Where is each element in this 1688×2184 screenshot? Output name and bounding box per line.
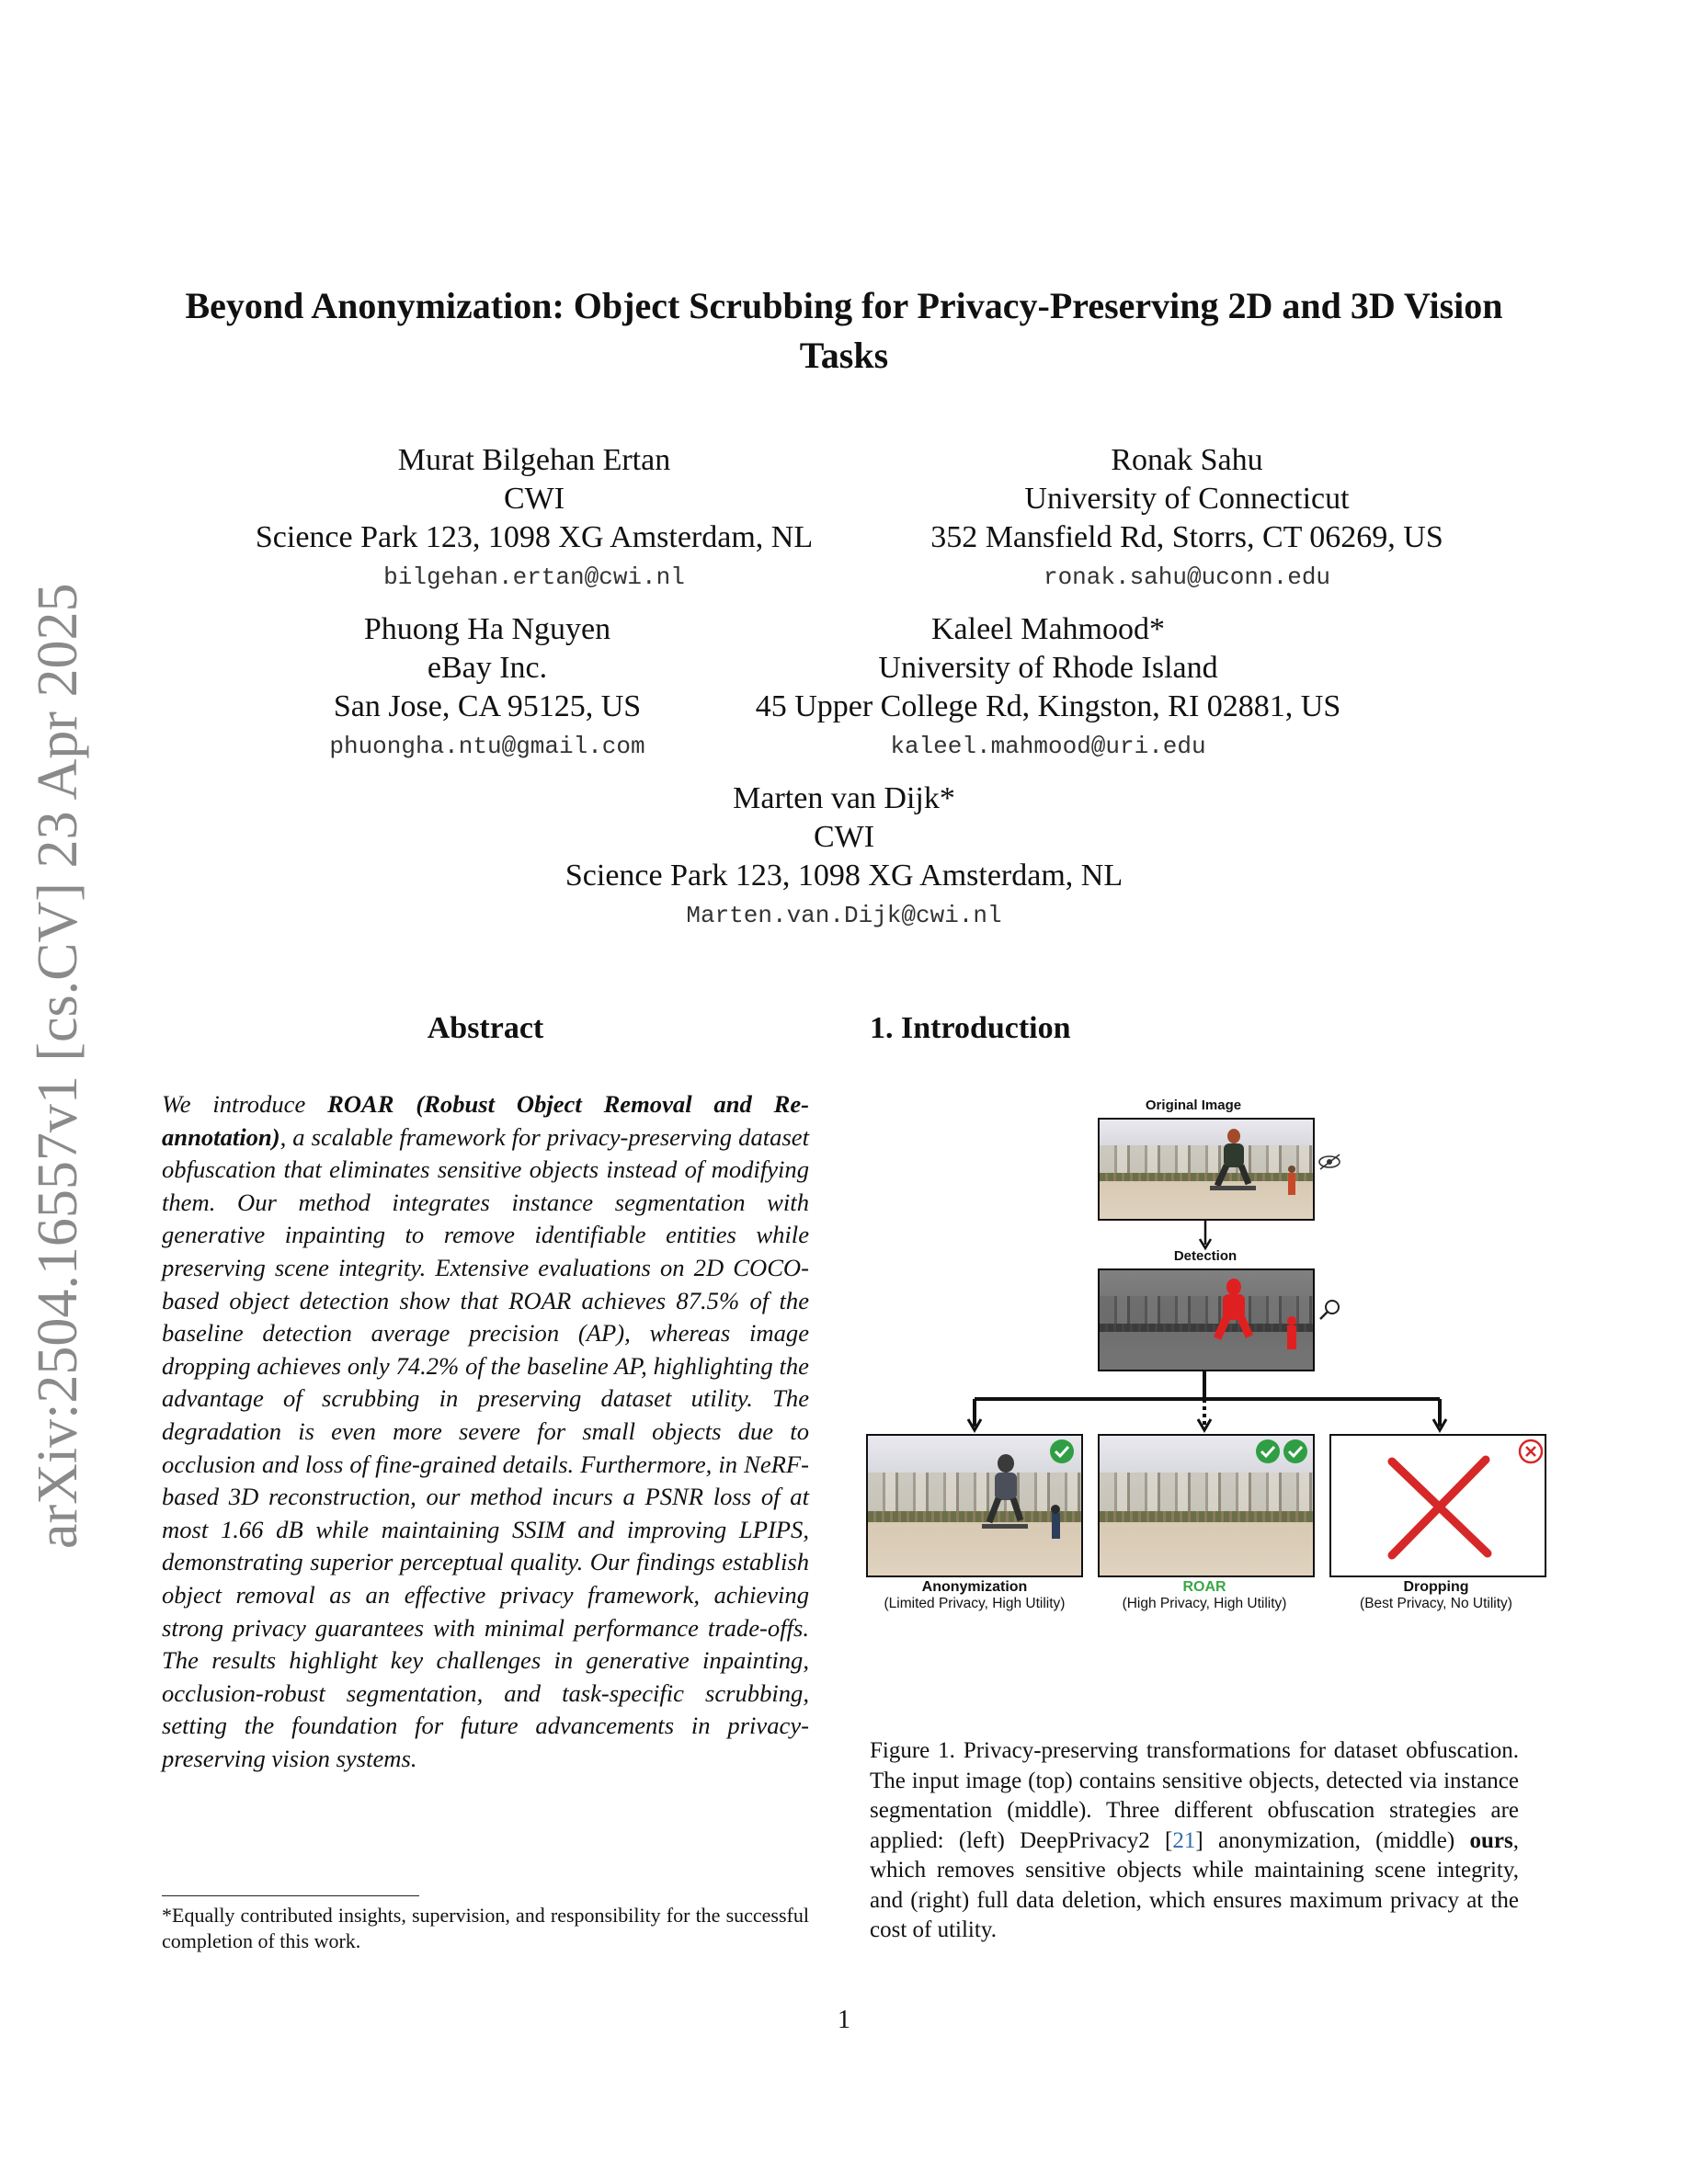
original-image <box>1098 1118 1315 1221</box>
author-block <box>217 441 851 597</box>
skateboarder-figure <box>1100 1120 1313 1219</box>
author-address: 352 Mansfield Rd, Storrs, CT 06269, US <box>930 520 1443 554</box>
author-block <box>476 779 1212 936</box>
citation-link[interactable]: 21 <box>1172 1827 1196 1853</box>
author-block <box>717 610 1379 767</box>
author-affiliation: CWI <box>503 482 565 516</box>
footnote-rule <box>162 1895 419 1896</box>
abstract-body <box>162 1088 809 1775</box>
detection-label: Detection <box>1173 1248 1237 1264</box>
intro-heading: 1. Introduction <box>870 1011 1071 1045</box>
branch-connector <box>864 1370 1554 1436</box>
check-icon <box>1254 1438 1282 1465</box>
author-block <box>870 441 1504 597</box>
check-icon <box>1282 1438 1309 1465</box>
author-address: San Jose, CA 95125, US <box>333 689 642 723</box>
arxiv-stamp: arXiv:2504.16557v1 [cs.CV] 23 Apr 2025 <box>27 583 89 1549</box>
eye-slash-icon <box>1317 1153 1344 1171</box>
author-email[interactable]: phuongha.ntu@gmail.com <box>329 733 645 760</box>
author-address: Science Park 123, 1098 XG Amsterdam, NL <box>255 520 814 554</box>
figure-1 <box>864 1094 1554 1719</box>
magnifier-icon <box>1318 1298 1342 1322</box>
figure-caption <box>870 1736 1519 1946</box>
paper-title: Beyond Anonymization: Object Scrubbing for Privacy-Preserving 2D and 3D Vision Tasks <box>185 285 1503 376</box>
dropping-label: Dropping <box>1403 1579 1469 1595</box>
author-email[interactable]: kaleel.mahmood@uri.edu <box>890 733 1206 760</box>
anonymization-label: Anonymization <box>921 1579 1028 1595</box>
abstract-text: , a scalable framework for privacy-preserving dataset obfuscation that eliminates sensitive objects instead of modifying them. Our method integrates instance segmentation with generative inpainting to remove identifiable entities while preserving scene integrity. Extensive evaluations on 2D COCO-based object detection show that ROAR achieves 87.5% of the baseline detection average precision (AP), whereas image dropping achieves only 74.2% of the baseline AP, highlighting the advantage of scrubbing in preserving dataset utility. The degradation is even more severe for small objects due to occlusion and loss of fine-grained details. Furthermore, in NeRF-based 3D reconstruction, our method incurs a PSNR loss of at most 1.66 dB while maintaining SSIM and improving LPIPS, demonstrating superior perceptual quality. Our findings establish object removal as an effective privacy framework, achieving strong privacy guarantees with minimal performance trade-offs. The results highlight key challenges in generative inpainting, occlusion-robust segmentation, and task-specific scrubbing, setting the foundation for future advancements in privacy-preserving vision systems. <box>162 1122 809 1772</box>
author-name: Kaleel Mahmood* <box>931 612 1165 646</box>
author-name: Phuong Ha Nguyen <box>363 612 611 646</box>
author-email[interactable]: bilgehan.ertan@cwi.nl <box>383 563 685 591</box>
author-name: Murat Bilgehan Ertan <box>397 443 671 477</box>
cross-icon <box>1517 1438 1545 1465</box>
author-email[interactable]: ronak.sahu@uconn.edu <box>1043 563 1331 591</box>
dropping-panel <box>1329 1434 1546 1577</box>
author-name: Marten van Dijk* <box>733 781 955 815</box>
segmentation-mask <box>1100 1270 1313 1370</box>
abstract-lead: We introduce <box>162 1090 328 1118</box>
footnote: *Equally contributed insights, supervision, and responsibility for the successful completion of this work. <box>162 1904 809 1952</box>
author-address: 45 Upper College Rd, Kingston, RI 02881, US <box>755 689 1341 723</box>
page-number: 1 <box>838 2006 850 2034</box>
cross-mark-icon <box>1331 1436 1545 1575</box>
author-address: Science Park 123, 1098 XG Amsterdam, NL <box>565 859 1123 893</box>
abstract-method-name: ROAR (Robust Object Removal and Re-annotation) <box>162 1090 809 1151</box>
author-name: Ronak Sahu <box>1111 443 1263 477</box>
original-image-label: Original Image <box>1145 1098 1242 1113</box>
author-block <box>230 610 745 767</box>
dropping-sublabel: (Best Privacy, No Utility) <box>1360 1596 1512 1611</box>
caption-emphasis: ours <box>1469 1827 1513 1853</box>
caption-text: ] anonymization, (middle) <box>1195 1827 1470 1853</box>
author-affiliation: University of Connecticut <box>1024 482 1350 516</box>
author-affiliation: eBay Inc. <box>427 651 548 685</box>
roar-label: ROAR <box>1182 1579 1226 1595</box>
roar-sublabel: (High Privacy, High Utility) <box>1122 1596 1287 1611</box>
check-icon <box>1048 1438 1076 1465</box>
caption-text: , which removes sensitive objects while maintaining scene integrity, and (right) full data deletion, which ensures maximum privacy at the cost of utility. <box>870 1827 1519 1942</box>
anonymization-sublabel: (Limited Privacy, High Utility) <box>884 1596 1066 1611</box>
abstract-heading: Abstract <box>427 1011 544 1045</box>
author-affiliation: University of Rhode Island <box>878 651 1218 685</box>
author-email[interactable]: Marten.van.Dijk@cwi.nl <box>686 902 1002 929</box>
down-arrow-icon <box>1196 1219 1215 1252</box>
author-affiliation: CWI <box>813 820 875 854</box>
caption-text: Figure 1. Privacy-preserving transformations for dataset obfuscation. The input image (top) contains sensitive objects, detected via instance segmentation (middle). Three different obfuscation strategies are applied: (left) DeepPrivacy2 [ <box>870 1738 1519 1853</box>
